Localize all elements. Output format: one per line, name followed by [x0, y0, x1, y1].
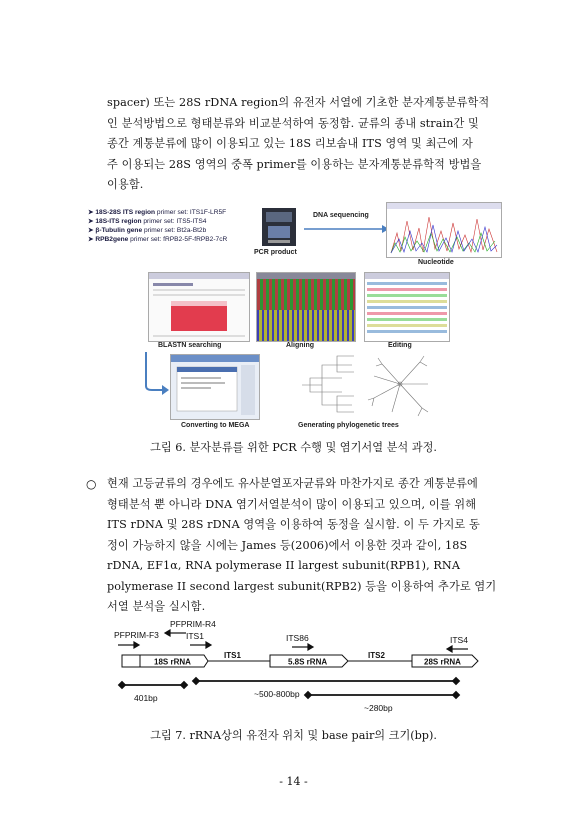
figure-7-rrna-diagram	[112, 617, 482, 722]
primer-its1: ITS1	[186, 631, 204, 641]
text-line: spacer) 또는 28S rDNA region의 유전자 서열에 기초한 분자계통분류학적	[107, 96, 490, 109]
alignment-image	[256, 272, 356, 342]
region-its1: ITS1	[224, 651, 241, 660]
text-line: polymerase II second largest subunit(RPB2) 등을 이용하여 추가로 염기	[107, 579, 497, 593]
text-line: 현재 고등균류의 경우에도 유사분열포자균류와 마찬가지로 종간 계통분류에	[107, 477, 478, 490]
region-28s: 28S rRNA	[424, 657, 461, 667]
primer-its4: ITS4	[450, 635, 468, 645]
mega-label: Converting to MEGA	[181, 422, 250, 429]
text-line: 종간 계통분류에 많이 이용되고 있는 18S 리보솜내 ITS 영역 및 최근에 자	[107, 137, 473, 150]
text-line: 서열 분석을 실시함.	[107, 600, 206, 613]
arrow-icon	[302, 220, 390, 234]
text-line: 형태분석 뿐 아니라 DNA 염기서열분석이 많이 이용되고 있으며, 이를 위해	[107, 497, 477, 511]
figure-6	[88, 200, 508, 432]
trees-label: Generating phylogenetic trees	[298, 422, 399, 429]
size-280bp: ~280bp	[364, 703, 393, 713]
editing-image	[364, 272, 450, 342]
pcr-product-label: PCR product	[254, 249, 297, 256]
mega-screenshot-image	[170, 354, 260, 420]
figure-7-caption: 그림 7. rRNA상의 유전자 위치 및 base pair의 크기(bp).	[150, 729, 437, 742]
phylogenetic-trees-image	[282, 350, 434, 420]
primer-pfprim-r4: PFPRIM-R4	[170, 619, 216, 629]
chromatogram-image	[386, 202, 502, 258]
primer-item: ➤ 18S-28S ITS region primer set: ITS1F-LR5F	[88, 209, 227, 216]
text-line: 정이 가능하지 않을 시에는 James 등(2006)에서 이용한 것과 같이, 18S	[107, 538, 468, 552]
primer-pfprim-f3: PFPRIM-F3	[114, 630, 159, 640]
blast-screenshot-image	[148, 272, 250, 342]
text-line: 주 이용되는 28S 영역의 중폭 primer를 이용하는 분자계통분류학적 방법을	[107, 157, 482, 171]
bullet-icon: ○	[86, 477, 97, 491]
text-line: 인 분석방법으로 형태분류와 비교분석하여 동정함. 균류의 종내 strain간 및	[107, 116, 479, 130]
primer-list	[88, 208, 227, 244]
size-401bp: 401bp	[134, 693, 158, 703]
blastn-label: BLASTN searching	[158, 342, 222, 349]
region-its2: ITS2	[368, 651, 385, 660]
figure-6-caption: 그림 6. 분자분류를 위한 PCR 수행 및 염기서열 분석 과정.	[150, 441, 437, 454]
region-5-8s: 5.8S rRNA	[288, 657, 328, 667]
aligning-label: Aligning	[286, 342, 314, 349]
primer-item: ➤ RPB2gene primer set: fRPB2-5F-fRPB2-7cR	[88, 236, 228, 243]
editing-label: Editing	[388, 342, 412, 349]
text-line: ITS rDNA 및 28S rDNA 영역을 이용하여 동정을 실시함. 이 두 가지로 동	[107, 518, 480, 531]
pcr-machine-image	[258, 204, 300, 248]
primer-its86: ITS86	[286, 633, 309, 643]
paragraph-1	[107, 93, 527, 196]
page-number: - 14 -	[279, 775, 308, 788]
curved-arrow-icon	[140, 350, 170, 396]
text-line: rDNA, EF1α, RNA polymerase II largest subunit(RPB1), RNA	[107, 559, 461, 572]
primer-item: ➤ 18S-ITS region primer set: ITS5-ITS4	[88, 218, 207, 225]
dna-sequencing-label: DNA sequencing	[313, 212, 369, 219]
text-line: 이용함.	[107, 178, 144, 191]
primer-item: ➤ β-Tubulin gene primer set: Bt2a-Bt2b	[88, 227, 207, 234]
nucleotide-label: Nucleotide	[418, 259, 454, 266]
size-500-800bp: ~500-800bp	[254, 689, 300, 699]
region-18s: 18S rRNA	[154, 657, 191, 667]
paragraph-2	[107, 474, 527, 618]
